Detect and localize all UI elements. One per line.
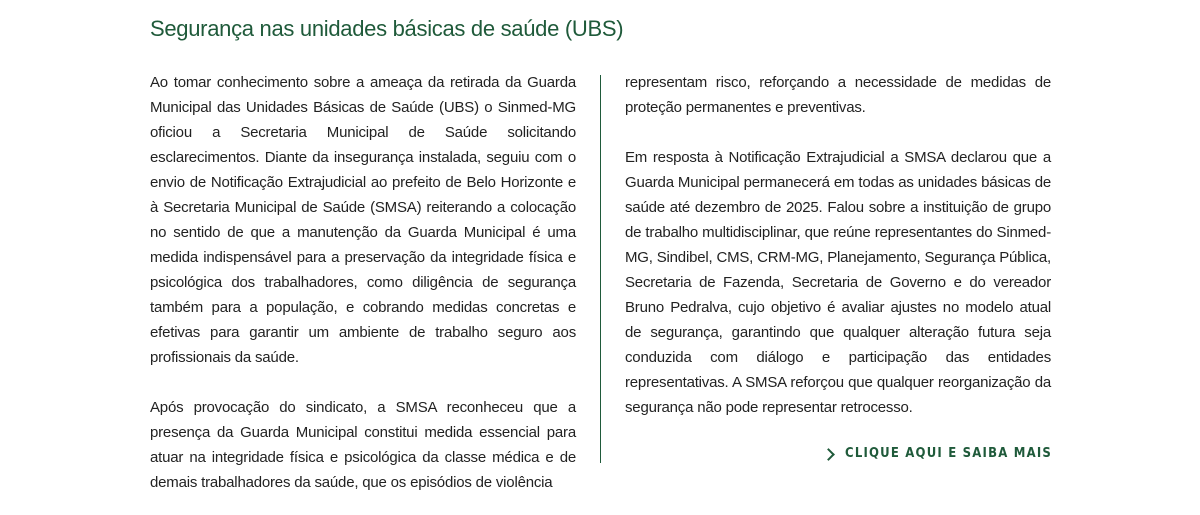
- chevron-right-icon: [822, 448, 835, 461]
- read-more-link[interactable]: [824, 446, 1052, 461]
- paragraph: Em resposta à Notificação Extrajudicial a SMSA declarou que a Guarda Municipal permanecerá em todas as unidades básicas de saúde até dezembro de 2025. Falou sobre a instituição de grupo de trabalho multidisciplinar, que reúne representantes do Sinmed-MG, Sindibel, CMS, CRM-MG, Planejamento, Segurança Pública, Secretaria de Fazenda, Secretaria de Governo e do vereador Bruno Pedralva, cujo objetivo é avaliar ajustes no modelo atual de segurança, garantindo que qualquer alteração futura seja conduzida com diálogo e participação das entidades representativas. A SMSA reforçou que qualquer reorganização da segurança não pode representar retrocesso.: [625, 149, 1051, 416]
- paragraph: representam risco, reforçando a necessidade de medidas de proteção permanentes e preventivas.: [625, 74, 1051, 116]
- article-title: Segurança nas unidades básicas de saúde (UBS): [150, 16, 624, 41]
- article: [150, 0, 1052, 515]
- read-more-label: CLIQUE AQUI E SAIBA MAIS: [845, 446, 1052, 461]
- paragraph: Após provocação do sindicato, a SMSA reconheceu que a presença da Guarda Municipal constitui medida essencial para atuar na integridade física e psicológica da classe médica e de demais trabalhadores da saúde, que os episódios de violência: [150, 399, 576, 491]
- right-column: [625, 70, 1051, 445]
- left-column: [150, 70, 576, 491]
- column-divider: [600, 75, 601, 463]
- paragraph: Ao tomar conhecimento sobre a ameaça da retirada da Guarda Municipal das Unidades Básicas de Saúde (UBS) o Sinmed-MG oficiou a Secretaria Municipal de Saúde solicitando esclarecimentos. Diante da insegurança instalada, seguiu com o envio de Notificação Extrajudicial ao prefeito de Belo Horizonte e à Secretaria Municipal de Saúde (SMSA) reiterando a colocação no sentido de que a manutenção da Guarda Municipal é uma medida indispensável para a preservação da integridade física e psicológica dos trabalhadores, como diligência de segurança também para a população, e cobrando medidas concretas e efetivas para garantir um ambiente de trabalho seguro aos profissionais da saúde.: [150, 74, 576, 366]
